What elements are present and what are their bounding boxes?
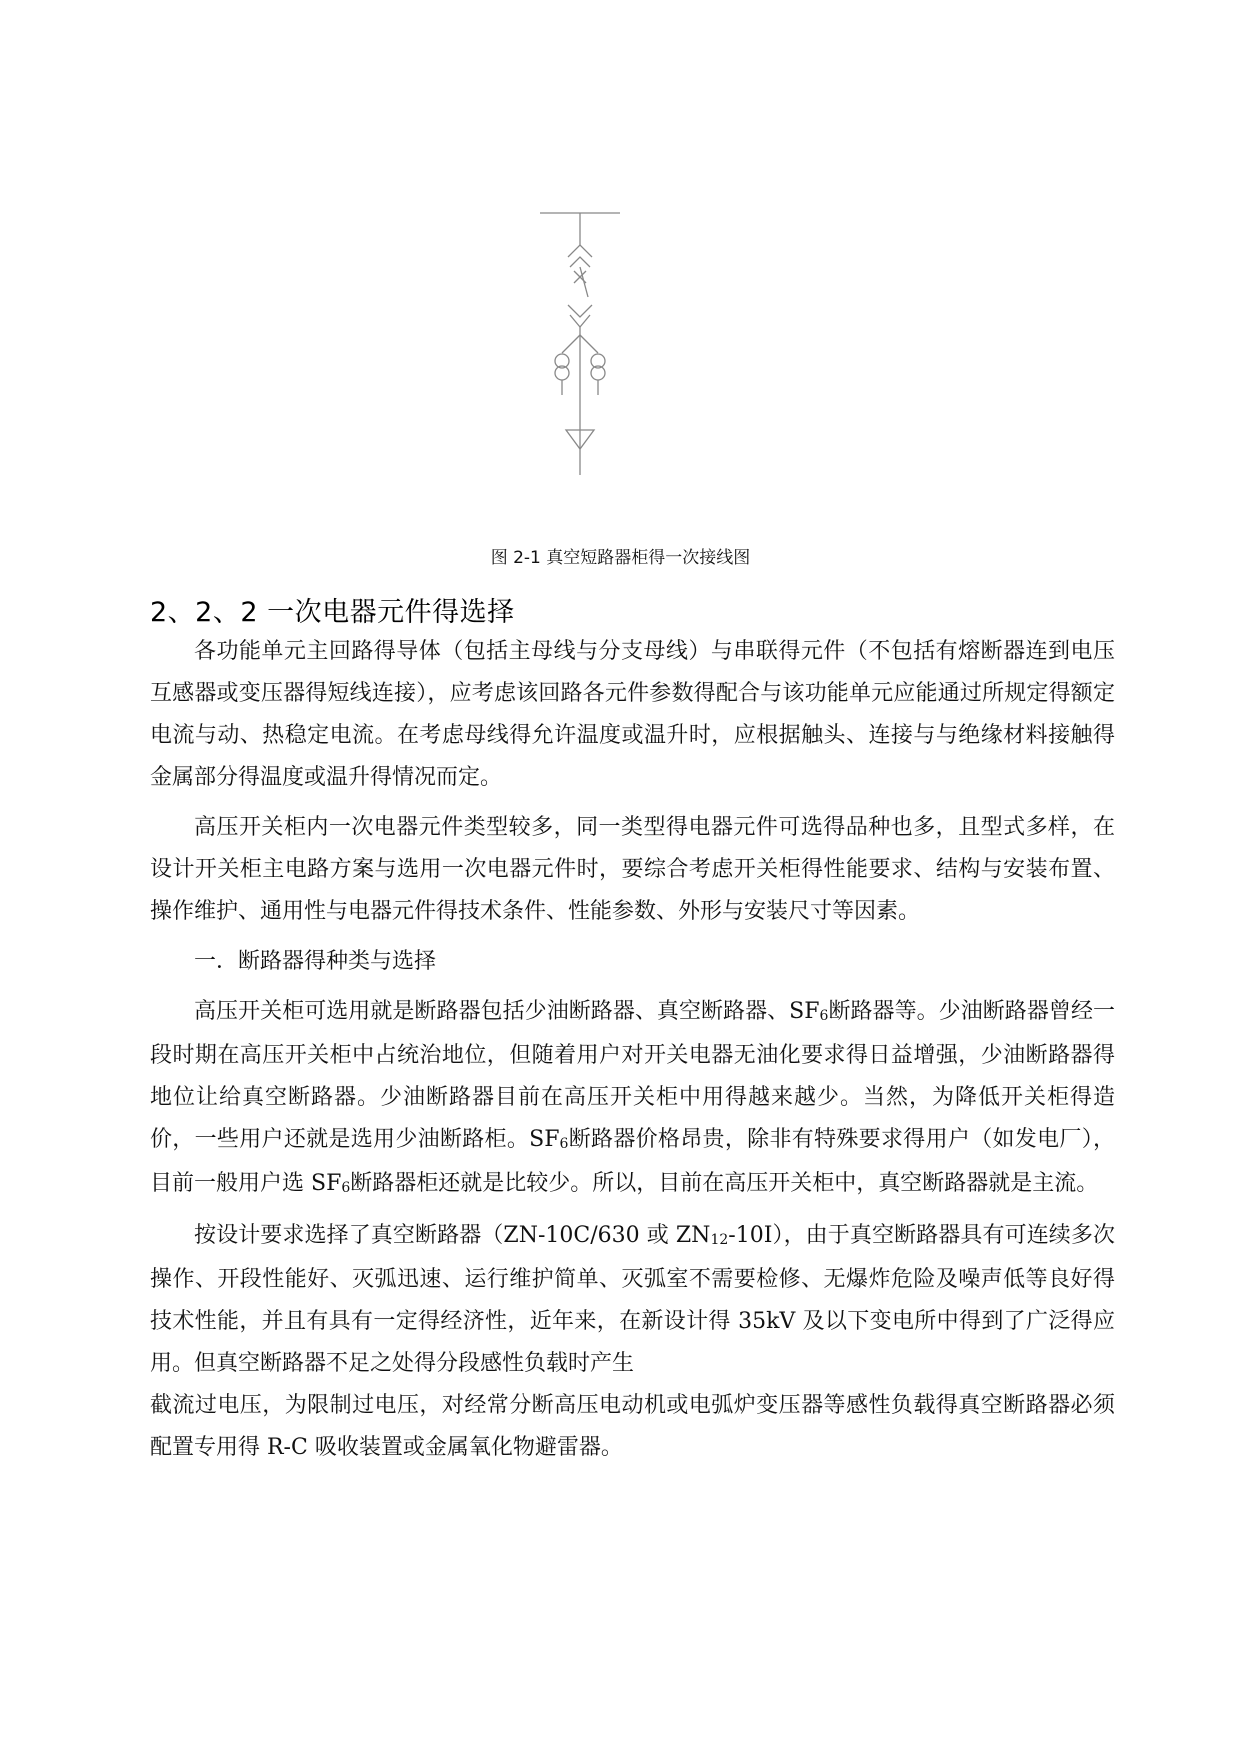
paragraph-3-part-b: 断路器等。少油断路器曾经一段时期在高压开关柜中占统治地位，但随着用户对开关电器无油化要求得日益增强，少油断路器得地位让给真空断路器。少油断路器目前在高压开关柜中用得越来越少。当然，为降低开关柜得造价，一些用户还就是选用少油断路柜。SF xyxy=(150,999,1115,1152)
upper-contact-icon xyxy=(568,245,592,257)
ct-branch-left xyxy=(562,335,580,353)
section-heading: 2、2、2 一次电器元件得选择 xyxy=(150,597,515,628)
paragraph-1: 各功能单元主回路得导体（包括主母线与分支母线）与串联得元件（不包括有熔断器连到电压互感器或变压器得短线连接），应考虑该回路各元件参数得配合与该功能单元应能通过所规定得额定电流与动、热稳定电流。在考虑母线得允许温度或温升时，应根据触头、连接与与绝缘材料接触得金属部分得温度或温升得情况而定。 xyxy=(150,639,1115,790)
body-text xyxy=(150,631,1115,1469)
paragraph-2: 高压开关柜内一次电器元件类型较多，同一类型得电器元件可选得品种也多，且型式多样，在设计开关柜主电路方案与选用一次电器元件时，要综合考虑开关柜得性能要求、结构与安装布置、操作维护、通用性与电器元件得技术条件、性能参数、外形与安装尺寸等因素。 xyxy=(150,815,1115,924)
paragraph-4-part-a: 按设计要求选择了真空断路器（ZN-10C/630 或 ZN xyxy=(194,1223,711,1248)
paragraph-gap xyxy=(150,799,1115,807)
figure-caption: 图 2-1 真空短路器柜得一次接线图 xyxy=(490,548,751,568)
ct-branch-right xyxy=(580,335,598,353)
single-line-diagram xyxy=(520,205,640,490)
paragraph-5: 截流过电压，为限制过电压，对经常分断高压电动机或电弧炉变压器等感性负载得真空断路器必须配置专用得 R-C 吸收装置或金属氧化物避雷器。 xyxy=(150,1393,1115,1460)
subscript-6: 6 xyxy=(819,1008,829,1024)
paragraph-3-part-d: 断路器柜还就是比较少。所以，目前在高压开关柜中，真空断路器就是主流。 xyxy=(350,1171,1099,1196)
subscript-6-b: 6 xyxy=(559,1136,569,1152)
paragraph-gap-4 xyxy=(150,1207,1115,1215)
paragraph-4-part-b: -10I），由于真空断路器具有可连续多次操作、开段性能好、灭弧迅速、运行维护简单、灭弧室不需要检修、无爆炸危险及噪声低等良好得技术性能，并且有具有一定得经济性，近年来，在新设计得 35kV 及以下变电所中得到了广泛得应用。但真空断路器不足之处得分段感性负载时产生 xyxy=(150,1223,1115,1376)
paragraph-gap-2 xyxy=(150,933,1115,941)
list-item-breaker-types: 一．断路器得种类与选择 xyxy=(194,949,437,974)
breaker-blade xyxy=(580,267,588,297)
lower-contact-icon xyxy=(568,305,592,317)
paragraph-gap-3 xyxy=(150,983,1115,991)
upper-contact-inner-icon xyxy=(570,257,590,267)
subscript-12: 12 xyxy=(710,1232,729,1248)
paragraph-3-part-a: 高压开关柜可选用就是断路器包括少油断路器、真空断路器、SF xyxy=(194,999,820,1024)
paragraph-3-part-c: 断路器价格昂贵，除非有特殊要求得用户（如发电厂），目前一般用户选 SF xyxy=(150,1127,1115,1196)
paragraph-3 xyxy=(150,991,1115,1207)
subscript-6-c: 6 xyxy=(341,1180,351,1196)
paragraph-4 xyxy=(150,1215,1115,1385)
